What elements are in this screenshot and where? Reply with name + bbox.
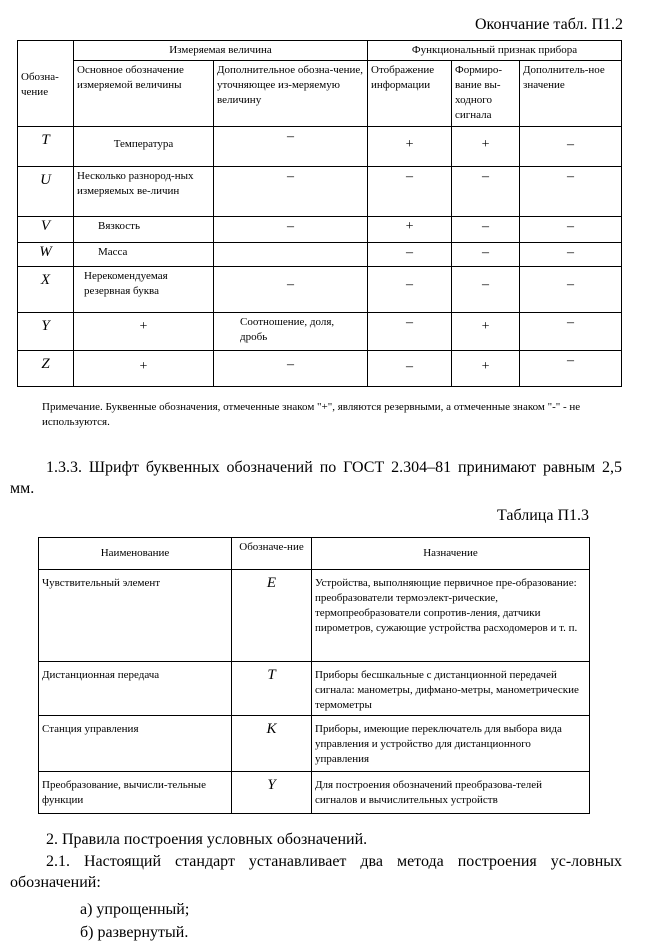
row-main: Масса — [74, 243, 214, 267]
table-row — [18, 127, 622, 167]
row-extra: – — [214, 167, 368, 217]
table2-caption: Таблица П1.3 — [497, 507, 589, 524]
row-main: + — [74, 313, 214, 351]
row-display: – — [368, 351, 452, 387]
header-purpose: Назначение — [312, 538, 590, 570]
row-extra: – — [214, 351, 368, 387]
row-name: Дистанционная передача — [39, 662, 232, 716]
row-form: – — [452, 167, 520, 217]
header-add: Дополнитель-ное значение — [520, 61, 622, 127]
header-display: Отображение информации — [368, 61, 452, 127]
list-item-b: б) развернутый. — [80, 924, 189, 941]
table-row — [39, 716, 590, 772]
row-symbol: Y — [232, 772, 312, 814]
row-main: Нерекомендуемая резервная буква — [74, 267, 214, 313]
row-symbol: X — [18, 267, 74, 313]
row-symbol: U — [18, 167, 74, 217]
row-symbol: T — [18, 127, 74, 167]
table-row — [18, 167, 622, 217]
row-extra: Соотношение, доля, дробь — [214, 313, 368, 351]
row-purpose: Приборы бесшкальные с дистанционной передачей сигнала: манометры, дифмано-метры, манометрические термометры — [312, 662, 590, 716]
row-extra: – — [214, 217, 368, 243]
header-form: Формиро-вание вы-ходного сигнала — [452, 61, 520, 127]
row-form: + — [452, 127, 520, 167]
paragraph-2-1: 2.1. Настоящий стандарт устанавливает два метода построения ус-ловных обозначений: — [10, 853, 622, 891]
row-form: + — [452, 351, 520, 387]
row-main: + — [74, 351, 214, 387]
header-name: Наименование — [39, 538, 232, 570]
row-symbol: Z — [18, 351, 74, 387]
paragraph-1-3-3: 1.3.3. Шрифт буквенных обозначений по ГОСТ 2.304–81 принимают равным 2,5 мм. — [10, 459, 622, 497]
table-p1-3 — [38, 537, 590, 814]
row-name: Станция управления — [39, 716, 232, 772]
table-row — [18, 313, 622, 351]
header-measured: Измеряемая величина — [74, 41, 368, 61]
row-display: + — [368, 217, 452, 243]
row-add: – — [520, 127, 622, 167]
row-extra: – — [214, 127, 368, 167]
row-add: – — [520, 313, 622, 351]
header-extra: Дополнительное обозна-чение, уточняющее из-меряемую величину — [214, 61, 368, 127]
row-symbol: T — [232, 662, 312, 716]
row-main: Температура — [74, 127, 214, 167]
table-row — [18, 267, 622, 313]
row-purpose: Устройства, выполняющие первичное пре-образование: преобразователи термоэлект-рические, термопреобразователи сопротив-ления, датчики пирометров, сужающие устройства расходомеров и т. п. — [312, 570, 590, 662]
row-extra: – — [214, 267, 368, 313]
header-main: Основное обозначение измеряемой величины — [74, 61, 214, 127]
paragraph-2: 2. Правила построения условных обозначений. — [46, 831, 368, 848]
table-row — [39, 570, 590, 662]
row-extra — [214, 243, 368, 267]
table-row — [18, 217, 622, 243]
list-item-a: а) упрощенный; — [80, 901, 190, 918]
row-add: – — [520, 243, 622, 267]
row-add: – — [520, 217, 622, 243]
row-purpose: Для построения обозначений преобразова-телей сигналов и вычислительных устройств — [312, 772, 590, 814]
header-functional: Функциональный признак прибора — [368, 41, 622, 61]
row-add: – — [520, 351, 622, 387]
row-symbol: E — [232, 570, 312, 662]
table-row — [39, 772, 590, 814]
row-symbol: Y — [18, 313, 74, 351]
row-main: Вязкость — [74, 217, 214, 243]
row-form: – — [452, 243, 520, 267]
row-form: – — [452, 217, 520, 243]
row-symbol: W — [18, 243, 74, 267]
header-designation: Обозна- чение — [18, 41, 74, 127]
row-display: – — [368, 243, 452, 267]
table-row — [18, 351, 622, 387]
table-row — [39, 662, 590, 716]
row-purpose: Приборы, имеющие переключатель для выбора вида управления и устройство для дистанционного управления — [312, 716, 590, 772]
row-symbol: V — [18, 217, 74, 243]
row-main: Несколько разнород-ных измеряемых ве-личин — [74, 167, 214, 217]
row-form: – — [452, 267, 520, 313]
row-display: – — [368, 267, 452, 313]
row-name: Преобразование, вычисли-тельные функции — [39, 772, 232, 814]
row-form: + — [452, 313, 520, 351]
row-display: – — [368, 313, 452, 351]
table-row — [18, 243, 622, 267]
row-name: Чувствительный элемент — [39, 570, 232, 662]
table-p1-2 — [17, 40, 622, 387]
row-symbol: K — [232, 716, 312, 772]
row-display: + — [368, 127, 452, 167]
row-display: – — [368, 167, 452, 217]
table1-caption: Окончание табл. П1.2 — [474, 16, 623, 33]
row-add: – — [520, 267, 622, 313]
table1-note: Примечание. Буквенные обозначения, отмеченные знаком "+", являются резервными, а отмеченные знаком "-" - не используются. — [42, 401, 581, 428]
header-designation: Обозначе-ние — [232, 538, 312, 570]
row-add: – — [520, 167, 622, 217]
